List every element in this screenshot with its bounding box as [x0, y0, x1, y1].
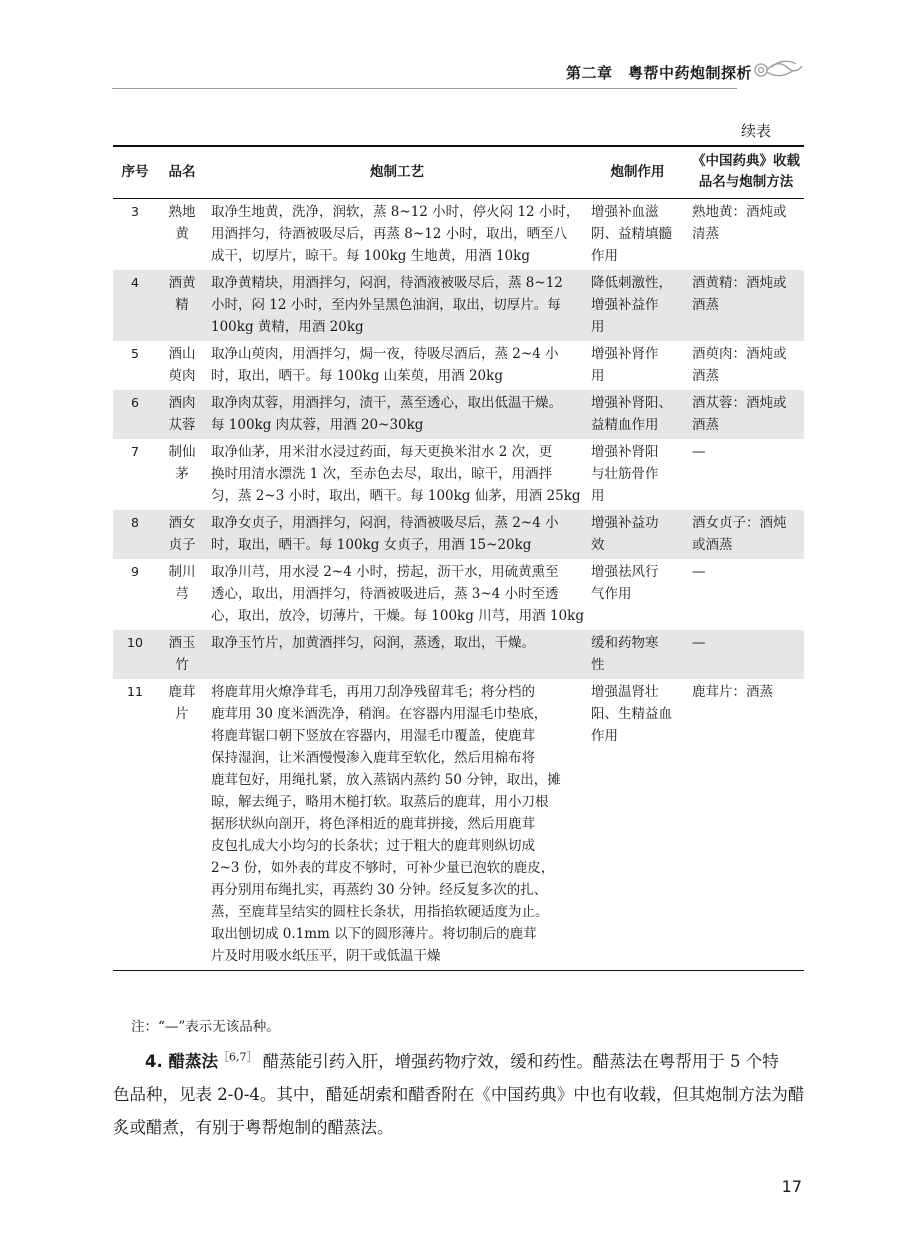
table-row — [113, 270, 804, 341]
cell-process-line: 据形状纵向剖开，将色泽相近的鹿茸拼接，然后用鹿茸 — [211, 815, 535, 832]
cell-name-line: 酒肉 — [168, 394, 196, 411]
cell-process-line: 取出刨切成 0.1mm 以下的圆形薄片。将切制后的鹿茸 — [211, 925, 537, 942]
cell-process-line: 100kg 黄精，用酒 20kg — [211, 318, 364, 335]
cell-process-line: 用酒拌匀，待酒被吸尽后，再蒸 8~12 小时，取出，晒至八 — [211, 225, 568, 242]
cell-name-line: 酒女 — [168, 514, 196, 531]
cell-name-line: 鹿茸 — [168, 683, 196, 700]
cell-name-line: 苁蓉 — [168, 416, 196, 433]
section-paragraph — [113, 1045, 803, 1144]
cell-effect-line: 用 — [591, 487, 605, 504]
cell-no: 11 — [113, 679, 157, 971]
cell-process-line: 取净肉苁蓉，用酒拌匀，渍干，蒸至透心，取出低温干燥。 — [211, 394, 562, 411]
cell-no: 5 — [131, 345, 139, 361]
cell-effect-line: 降低刺激性， — [591, 274, 672, 291]
cell-process-line: 片及时用吸水纸压平，阴干或低温干燥 — [211, 947, 441, 964]
cell-process — [207, 630, 587, 679]
cell-process-line: 保持湿润，让米酒慢慢渗入鹿茸至软化，然后用棉布将 — [211, 749, 535, 766]
cell-process — [207, 270, 587, 341]
cell-effect-line: 性 — [591, 656, 605, 673]
cell-effect — [587, 270, 688, 341]
cell-name-line: 茅 — [175, 465, 189, 482]
cell-process-line: 取净川芎，用水浸 2~4 小时，捞起，沥干水，用硫黄熏至 — [211, 563, 559, 580]
cell-effect-line: 益精血作用 — [591, 416, 659, 433]
cell-process — [207, 559, 587, 630]
cell-name-line: 贞子 — [168, 536, 196, 553]
cell-process-line: 取净黄精块，用酒拌匀，闷润，待酒液被吸尽后，蒸 8~12 — [211, 274, 563, 291]
cell-pharmacopoeia — [688, 630, 804, 679]
cell-pharmacopoeia — [688, 439, 804, 510]
cell-effect-line: 用 — [591, 318, 605, 335]
cell-process-line: 匀，蒸 2~3 小时，取出，晒干。每 100kg 仙茅，用酒 25kg — [211, 487, 581, 504]
cell-name — [157, 559, 207, 630]
chapter-title: 第二章 粤帮中药炮制探析 — [565, 64, 752, 82]
cell-effect — [587, 390, 688, 439]
cell-name-line: 熟地 — [168, 203, 196, 220]
col-header-pharmacopoeia — [688, 146, 804, 198]
cell-process-line: 时，取出，晒干。每 100kg 女贞子，用酒 15~20kg — [211, 536, 532, 553]
cell-process-line: 成干，切厚片，晾干。每 100kg 生地黄，用酒 10kg — [211, 247, 530, 264]
cell-pharmacopoeia — [688, 270, 804, 341]
cell-effect — [587, 559, 688, 630]
col-header-no: 序号 — [113, 146, 157, 198]
cell-pharmacopoeia-line: — — [692, 443, 706, 460]
scroll-swirl-ornament-icon — [752, 58, 804, 82]
reference-mark: ［6,7］ — [218, 1050, 258, 1064]
cell-name-line: 芎 — [175, 585, 189, 602]
cell-effect-line: 增强补益作 — [591, 296, 659, 313]
cell-process-line: 蒸，至鹿茸呈结实的圆柱长条状，用指掐软硬适度为止。 — [211, 903, 549, 920]
table-body — [113, 198, 804, 970]
cell-pharmacopoeia-line: 酒黄精：酒炖或 — [692, 274, 787, 291]
cell-process-line: 取净玉竹片，加黄酒拌匀，闷润，蒸透，取出，干燥。 — [211, 634, 535, 651]
cell-name — [157, 390, 207, 439]
cell-pharmacopoeia — [688, 341, 804, 390]
cell-no: 7 — [131, 443, 139, 459]
cell-effect-line: 增强补血滋 — [591, 203, 659, 220]
cell-process — [207, 198, 587, 270]
cell-pharmacopoeia-line: — — [692, 634, 706, 651]
cell-pharmacopoeia-line: 熟地黄：酒炖或 — [692, 203, 787, 220]
cell-pharmacopoeia — [688, 559, 804, 630]
cell-process-line: 透心，取出，用酒拌匀，待酒被吸进后，蒸 3~4 小时至透 — [211, 585, 559, 602]
cell-effect-line: 阳、生精益血 — [591, 705, 672, 722]
cell-name-line: 黄 — [175, 225, 189, 242]
table-row — [113, 510, 804, 559]
cell-name-line: 萸肉 — [168, 367, 196, 384]
cell-pharmacopoeia-line: 酒苁蓉：酒炖或 — [692, 394, 787, 411]
cell-process — [207, 341, 587, 390]
cell-effect-line: 用 — [591, 367, 605, 384]
table-note: 注：“—”表示无该品种。 — [131, 1019, 280, 1035]
cell-effect-line: 缓和药物寒 — [591, 634, 659, 651]
page-number: 17 — [781, 1177, 802, 1196]
cell-effect-line: 作用 — [591, 727, 618, 744]
paragraph-line-3: 炙或醋煮，有别于粤帮炮制的醋蒸法。 — [113, 1118, 394, 1137]
cell-pharmacopoeia-line: 酒蒸 — [692, 296, 719, 313]
col-header-effect: 炮制作用 — [587, 146, 688, 198]
cell-no: 3 — [131, 203, 139, 219]
table-row — [113, 559, 804, 630]
cell-process — [207, 510, 587, 559]
cell-name-line: 酒黄 — [168, 274, 196, 291]
section-label: 4. 醋蒸法 — [145, 1052, 218, 1071]
cell-effect-line: 与壮筋骨作 — [591, 465, 659, 482]
cell-pharmacopoeia-line: 清蒸 — [692, 225, 719, 242]
processing-table — [113, 145, 804, 971]
table-row — [113, 439, 804, 510]
cell-pharmacopoeia-line: 酒蒸 — [692, 367, 719, 384]
cell-process-line: 鹿茸包好，用绳扎紧，放入蒸锅内蒸约 50 分钟，取出，摊 — [211, 771, 561, 788]
cell-process-line: 换时用清水漂洗 1 次，至赤色去尽，取出，晾干，用酒拌 — [211, 465, 553, 482]
cell-pharmacopoeia-line: 酒女贞子：酒炖 — [692, 514, 787, 531]
cell-name-line: 酒玉 — [168, 634, 196, 651]
cell-effect-line: 增强祛风行 — [591, 563, 659, 580]
cell-process-line: 鹿茸用 30 度米酒洗净，稍润。在容器内用湿毛巾垫底， — [211, 705, 548, 722]
cell-process-line: 每 100kg 肉苁蓉，用酒 20~30kg — [211, 416, 424, 433]
cell-name — [157, 270, 207, 341]
table-row — [113, 341, 804, 390]
cell-pharmacopoeia — [688, 390, 804, 439]
cell-process-line: 心，取出，放冷，切薄片，干燥。每 100kg 川芎，用酒 10kg — [211, 607, 584, 624]
cell-name-line: 制川 — [168, 563, 196, 580]
cell-effect-line: 效 — [591, 536, 605, 553]
cell-process — [207, 679, 587, 971]
cell-process — [207, 439, 587, 510]
cell-pharmacopoeia — [688, 510, 804, 559]
col-header-pharmacopoeia-line1: 《中国药典》收载 — [692, 153, 800, 170]
cell-process-line: 2~3 份，如外表的茸皮不够时，可补少量已泡软的鹿皮， — [211, 859, 555, 876]
cell-process-line: 将鹿茸用火燎净茸毛，再用刀刮净残留茸毛；将分档的 — [211, 683, 535, 700]
cell-effect — [587, 439, 688, 510]
cell-effect — [587, 341, 688, 390]
cell-pharmacopoeia-line: 鹿茸片：酒蒸 — [692, 683, 773, 700]
cell-effect — [587, 630, 688, 679]
cell-effect-line: 作用 — [591, 247, 618, 264]
cell-effect-line: 增强补肾作 — [591, 345, 659, 362]
cell-no: 9 — [131, 563, 139, 579]
cell-name-line: 精 — [175, 296, 189, 313]
cell-pharmacopoeia — [688, 679, 804, 971]
cell-process-line: 时，取出，晒干。每 100kg 山茱萸，用酒 20kg — [211, 367, 503, 384]
table-row — [113, 198, 804, 270]
header-rule — [112, 88, 737, 89]
cell-no: 8 — [113, 510, 157, 559]
cell-effect-line: 增强温肾壮 — [591, 683, 659, 700]
cell-process-line: 取净生地黄，洗净，润软，蒸 8~12 小时，停火闷 12 小时， — [211, 203, 580, 220]
cell-process-line: 取净女贞子，用酒拌匀，闷润，待酒被吸尽后，蒸 2~4 小 — [211, 514, 559, 531]
cell-name — [157, 341, 207, 390]
cell-name — [157, 198, 207, 270]
col-header-pharmacopoeia-line2: 品名与炮制方法 — [698, 174, 794, 191]
cell-effect-line: 增强补肾阳、 — [591, 394, 672, 411]
cell-name-line: 制仙 — [168, 443, 196, 460]
cell-process-line: 皮包扎成大小均匀的长条状；过于粗大的鹿茸则纵切成 — [211, 837, 535, 854]
cell-process-line: 小时，闷 12 小时，至内外呈黑色油润，取出，切厚片。每 — [211, 296, 561, 313]
paragraph-line-2: 色品种，见表 2-0-4。其中，醋延胡索和醋香附在《中国药典》中也有收载，但其炮制方法为醋 — [113, 1085, 805, 1104]
cell-pharmacopoeia-line: 酒蒸 — [692, 416, 719, 433]
table-row — [113, 390, 804, 439]
cell-process-line: 取净山萸肉，用酒拌匀，焗一夜，待吸尽酒后，蒸 2~4 小 — [211, 345, 559, 362]
cell-pharmacopoeia-line: — — [692, 563, 706, 580]
cell-process-line: 将鹿茸锯口朝下竖放在容器内，用湿毛巾覆盖，使鹿茸 — [211, 727, 535, 744]
cell-process-line: 取净仙茅，用米泔水浸过药面，每天更换米泔水 2 次，更 — [211, 443, 553, 460]
table-row — [113, 630, 804, 679]
cell-process-line: 晾，解去绳子，略用木槌打软。取蒸后的鹿茸，用小刀根 — [211, 793, 549, 810]
cell-name-line: 酒山 — [168, 345, 196, 362]
cell-effect-line: 增强补益功 — [591, 514, 659, 531]
table-row — [113, 679, 804, 971]
cell-process-line: 再分别用布绳扎实，再蒸约 30 分钟。经反复多次的扎、 — [211, 881, 548, 898]
cell-effect-line: 增强补肾阳 — [591, 443, 659, 460]
running-header — [0, 0, 900, 90]
cell-no: 4 — [113, 270, 157, 341]
cell-pharmacopoeia-line: 或酒蒸 — [692, 536, 733, 553]
col-header-process: 炮制工艺 — [207, 146, 587, 198]
cell-process — [207, 390, 587, 439]
cell-name — [157, 510, 207, 559]
paragraph-line-1: 醋蒸能引药入肝，增强药物疗效，缓和药性。醋蒸法在粤帮用于 5 个特 — [262, 1052, 779, 1071]
cell-name — [157, 630, 207, 679]
table-header-row — [113, 146, 804, 198]
cell-effect — [587, 510, 688, 559]
cell-effect-line: 阴、益精填髓 — [591, 225, 672, 242]
cell-pharmacopoeia-line: 酒萸肉：酒炖或 — [692, 345, 787, 362]
cell-effect — [587, 679, 688, 971]
cell-no: 10 — [113, 630, 157, 679]
cell-name — [157, 439, 207, 510]
cell-name — [157, 679, 207, 971]
cell-effect-line: 气作用 — [591, 585, 632, 602]
cell-effect — [587, 198, 688, 270]
continuation-label: 续表 — [741, 122, 772, 140]
cell-name-line: 片 — [175, 705, 189, 722]
paragraph-line — [113, 1045, 803, 1078]
cell-name-line: 竹 — [175, 656, 189, 673]
cell-pharmacopoeia — [688, 198, 804, 270]
col-header-name: 品名 — [157, 146, 207, 198]
cell-no: 6 — [113, 390, 157, 439]
